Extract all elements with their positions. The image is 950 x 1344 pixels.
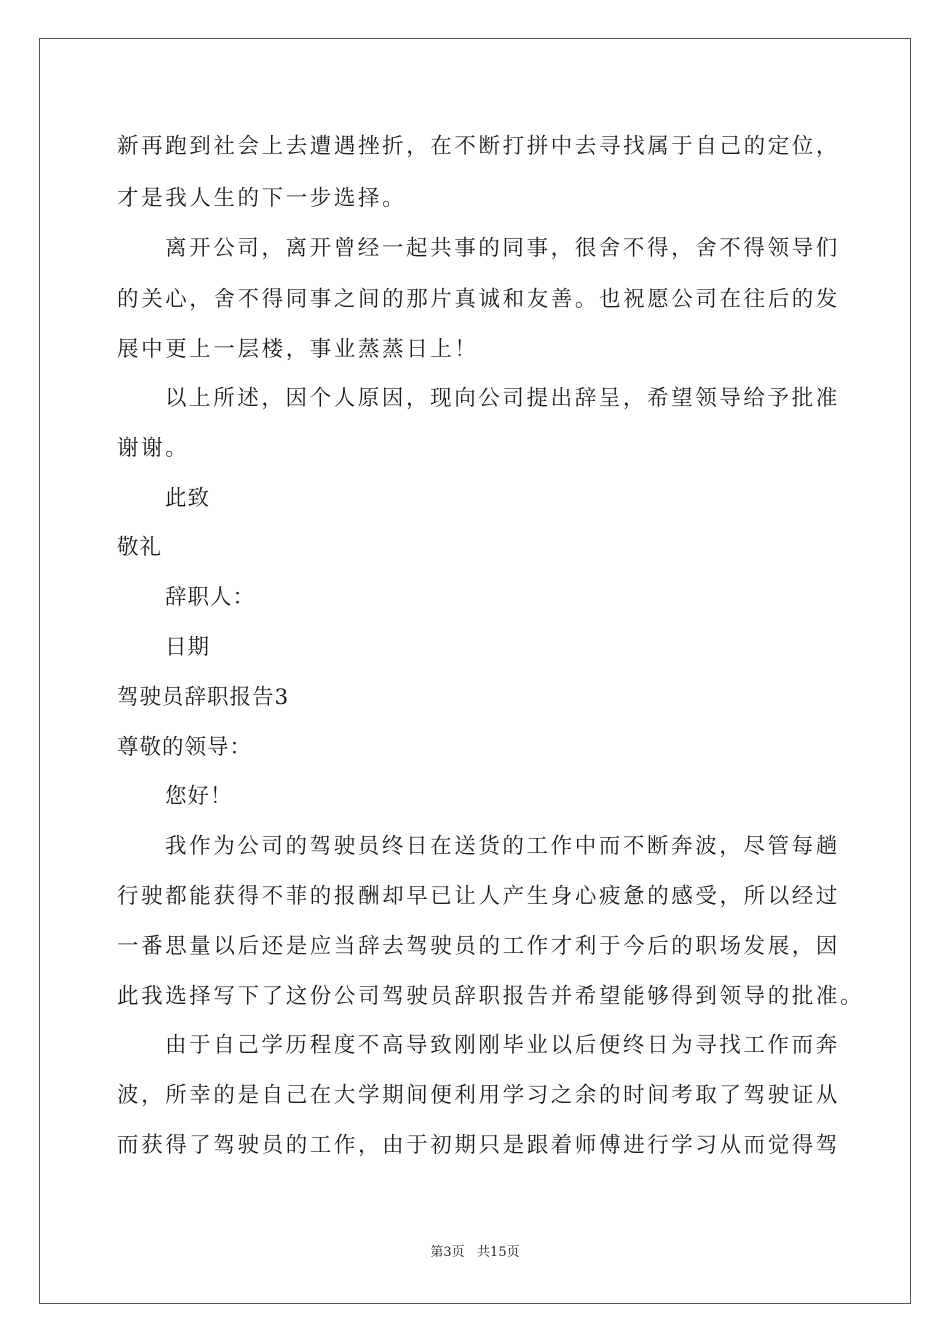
greeting-hello: 您好！ — [165, 784, 233, 809]
text-line: 此我选择写下了这份公司驾驶员辞职报告并希望能够得到领导的批准。 — [117, 984, 865, 1009]
text-line: 的关心，舍不得同事之间的那片真诚和友善。也祝愿公司在往后的发 — [117, 287, 841, 312]
page-border — [39, 38, 911, 1304]
text-line: 波，所幸的是自己在大学期间便利用学习之余的时间考取了驾驶证从 — [117, 1083, 841, 1108]
salutation-closing: 敬礼 — [117, 535, 163, 560]
signer-label: 辞职人： — [165, 585, 256, 610]
text-line: 而获得了驾驶员的工作，由于初期只是跟着师傅进行学习从而觉得驾 — [117, 1133, 841, 1158]
section-title: 驾驶员辞职报告3 — [117, 685, 290, 710]
text-line: 一番思量以后还是应当辞去驾驶员的工作才利于今后的职场发展，因 — [117, 934, 841, 959]
closing-phrase: 此致 — [165, 486, 211, 511]
greeting: 尊敬的领导： — [117, 735, 253, 760]
page-footer: 第3页 共15页 — [430, 1245, 520, 1260]
text-line: 展中更上一层楼，事业蒸蒸日上！ — [117, 337, 479, 362]
text-line: 以上所述，因个人原因，现向公司提出辞呈，希望领导给予批准 — [165, 386, 840, 411]
text-line: 离开公司，离开曾经一起共事的同事，很舍不得，舍不得领导们 — [165, 236, 840, 261]
date-label: 日期 — [165, 635, 211, 660]
text-line: 行驶都能获得不菲的报酬却早已让人产生身心疲惫的感受，所以经过 — [117, 884, 841, 909]
text-line: 新再跑到社会上去遭遇挫折，在不断打拼中去寻找属于自己的定位， — [117, 134, 841, 159]
text-line: 由于自己学历程度不高导致刚刚毕业以后便终日为寻找工作而奔 — [165, 1033, 840, 1058]
text-line: 谢谢。 — [117, 436, 190, 461]
text-line: 我作为公司的驾驶员终日在送货的工作中而不断奔波，尽管每趟 — [165, 834, 840, 859]
text-line: 才是我人生的下一步选择。 — [117, 186, 407, 211]
